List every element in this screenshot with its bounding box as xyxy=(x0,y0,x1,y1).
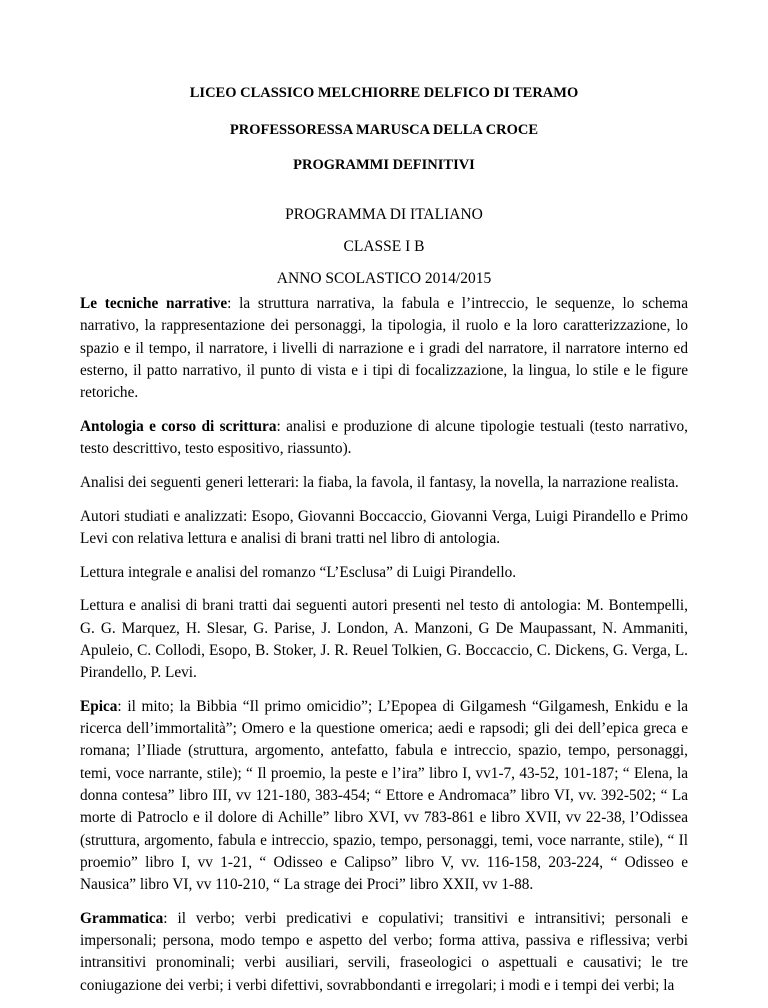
paragraph-generi: Analisi dei seguenti generi letterari: la fiaba, la favola, il fantasy, la novella, la narrazione realista. xyxy=(80,473,679,491)
paragraph-autori: Autori studiati e analizzati: Esopo, Giovanni Boccaccio, Giovanni Verga, Luigi Pirandello e Primo Levi con relativa lettura e analisi di brani tratti nel libro di antologia. xyxy=(80,507,688,547)
paragraph-brani: Lettura e analisi di brani tratti dai seguenti autori presenti nel testo di antologia: M. Bontempelli, G. G. Marquez, H. Slesar, G. Parise, J. London, A. Manzoni, G De Maupassant, N. Ammaniti, Apuleio, C. Collodi, Esopo, B. Stoker, J. R. Reuel Tolkien, G. Boccaccio, C. Dickens, G. Verga, L. Pirandello, P. Levi. xyxy=(80,597,688,682)
section-heading-epica: Epica xyxy=(80,697,118,715)
paragraph-antologia xyxy=(80,416,688,461)
section-text-grammatica: : il verbo; verbi predicativi e copulativi; transitivi e intransitivi; personali e impersonali; persona, modo tempo e aspetto del verbo; forma attiva, passiva e riflessiva; verbi intransitivi pronominali; verbi ausiliari, servili, fraseologici o aspettuali e causativi; le tre coniugazione dei verbi; i verbi difettivi, sovrabbondanti e irregolari; i modi e i tempi dei verbi; la xyxy=(80,909,688,994)
document-body xyxy=(80,293,688,1008)
section-heading-antologia: Antologia e corso di scrittura xyxy=(80,417,277,435)
document-type: PROGRAMMI DEFINITIVI xyxy=(293,157,475,173)
section-text-tecniche: : la struttura narrativa, la fabula e l’intreccio, le sequenze, lo schema narrativo, la rappresentazione dei personaggi, la tipologia, il ruolo e la loro caratterizzazione, lo spazio e il tempo, il narratore, i livelli di narrazione e i gradi del narratore, il narratore interno ed esterno, il patto narrativo, il punto di vista e i tipi di focalizzazione, la lingua, lo stile e le figure retoriche. xyxy=(80,295,688,402)
paragraph-tecniche xyxy=(80,293,688,404)
section-heading-grammatica: Grammatica xyxy=(80,909,164,927)
section-text-epica: : il mito; la Bibbia “Il primo omicidio”; L’Epopea di Gilgamesh “Gilgamesh, Enkidu e la ricerca dell’immortalità”; Omero e la questione omerica; aedi e rapsodi; gli dei dell’epica greca e romana; l’Iliade (struttura, argomento, antefatto, fabula e intreccio, spazio, tempo, personaggi, temi, voce narrante, stile); “ Il proemio, la peste e l’ira” libro I, vv1-7, 43-52, 101-187; “ Elena, la donna contesa” libro III, vv 121-180, 383-454; “ Ettore e Andromaca” libro VI, vv. 392-502; “ La morte di Patroclo e il dolore di Achille” libro XVI, vv 783-861 e libro XVII, vv 22-38, l’Odissea (struttura, argomento, fabula e intreccio, spazio, tempo, personaggi, temi, voce narrante, stile), “ Il proemio” libro I, vv 1-21, “ Odisseo e Calipso” libro V, vv. 116-158, 203-224, “ Odisseo e Nausica” libro VI, vv 110-210, “ La strage dei Proci” libro XXII, vv 1-88. xyxy=(80,697,688,894)
paragraph-romanzo: Lettura integrale e analisi del romanzo “L’Esclusa” di Luigi Pirandello. xyxy=(80,563,517,581)
subject-title: PROGRAMMA DI ITALIANO xyxy=(285,206,483,223)
class-label: CLASSE I B xyxy=(343,238,425,255)
document-header xyxy=(80,0,688,287)
paragraph-epica xyxy=(80,696,688,897)
teacher-name: PROFESSORESSA MARUSCA DELLA CROCE xyxy=(229,122,539,138)
school-year: ANNO SCOLASTICO 2014/2015 xyxy=(276,270,492,287)
paragraph-grammatica xyxy=(80,908,688,997)
school-name: LICEO CLASSICO MELCHIORRE DELFICO DI TERAMO xyxy=(189,85,579,101)
section-text-antologia: : analisi e produzione di alcune tipologie testuali (testo narrativo, testo descrittivo, testo espositivo, riassunto). xyxy=(80,417,688,458)
section-heading-tecniche: Le tecniche narrative xyxy=(80,295,228,312)
